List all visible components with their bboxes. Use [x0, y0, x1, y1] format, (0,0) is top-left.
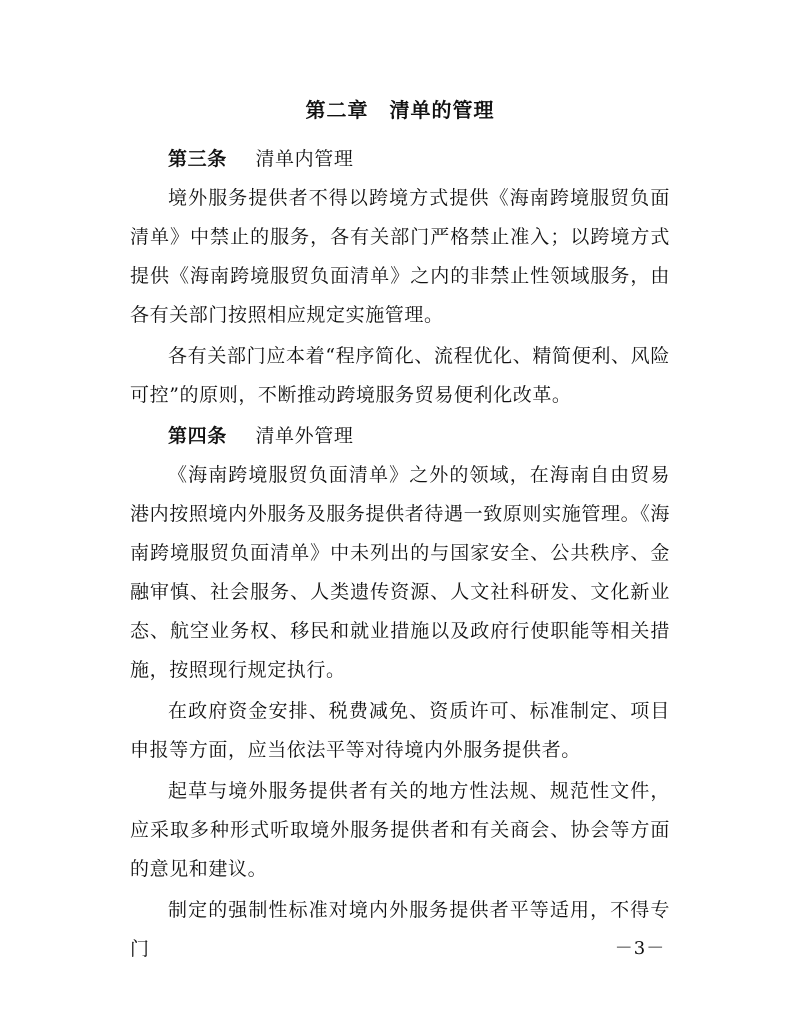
paragraph: 各有关部门应本着“程序简化、流程优化、精简便利、风险可控”的原则，不断推动跨境服务贸易便利化改革。: [130, 345, 670, 406]
paragraph: 制定的强制性标准对境内外服务提供者平等适用，不得专门: [130, 899, 670, 960]
paragraph: 境外服务提供者不得以跨境方式提供《海南跨境服贸负面清单》中禁止的服务，各有关部门严格禁止准入；以跨境方式提供《海南跨境服贸负面清单》之内的非禁止性领域服务，由各有关部门按照相应规定实施管理。: [130, 187, 670, 326]
paragraph: 《海南跨境服贸负面清单》之外的领域，在海南自由贸易港内按照境内外服务及服务提供者待遇一致原则实施管理。《海南跨境服贸负面清单》中未列出的与国家安全、公共秩序、金融审慎、社会服务、人类遗传资源、人文社科研发、文化新业态、航空业务权、移民和就业措施以及政府行使职能等相关措施，按照现行规定执行。: [130, 464, 670, 681]
article-number: 第三条: [168, 148, 227, 170]
page-number: －3－: [614, 938, 666, 959]
article-heading: [130, 140, 670, 179]
paragraph: 在政府资金安排、税费减免、资质许可、标准制定、项目申报等方面，应当依法平等对待境内外服务提供者。: [130, 700, 670, 761]
document-body: [130, 140, 670, 971]
chapter-title: 第二章 清单的管理: [305, 98, 495, 122]
article-heading: [130, 417, 670, 456]
article-section-3: [130, 140, 670, 415]
article-title: 清单内管理: [255, 148, 354, 170]
article-number: 第四条: [168, 425, 227, 447]
article-title: 清单外管理: [255, 425, 354, 447]
paragraph: 起草与境外服务提供者有关的地方性法规、规范性文件，应采取多种形式听取境外服务提供者和有关商会、协会等方面的意见和建议。: [130, 780, 670, 880]
article-section-4: [130, 417, 670, 969]
